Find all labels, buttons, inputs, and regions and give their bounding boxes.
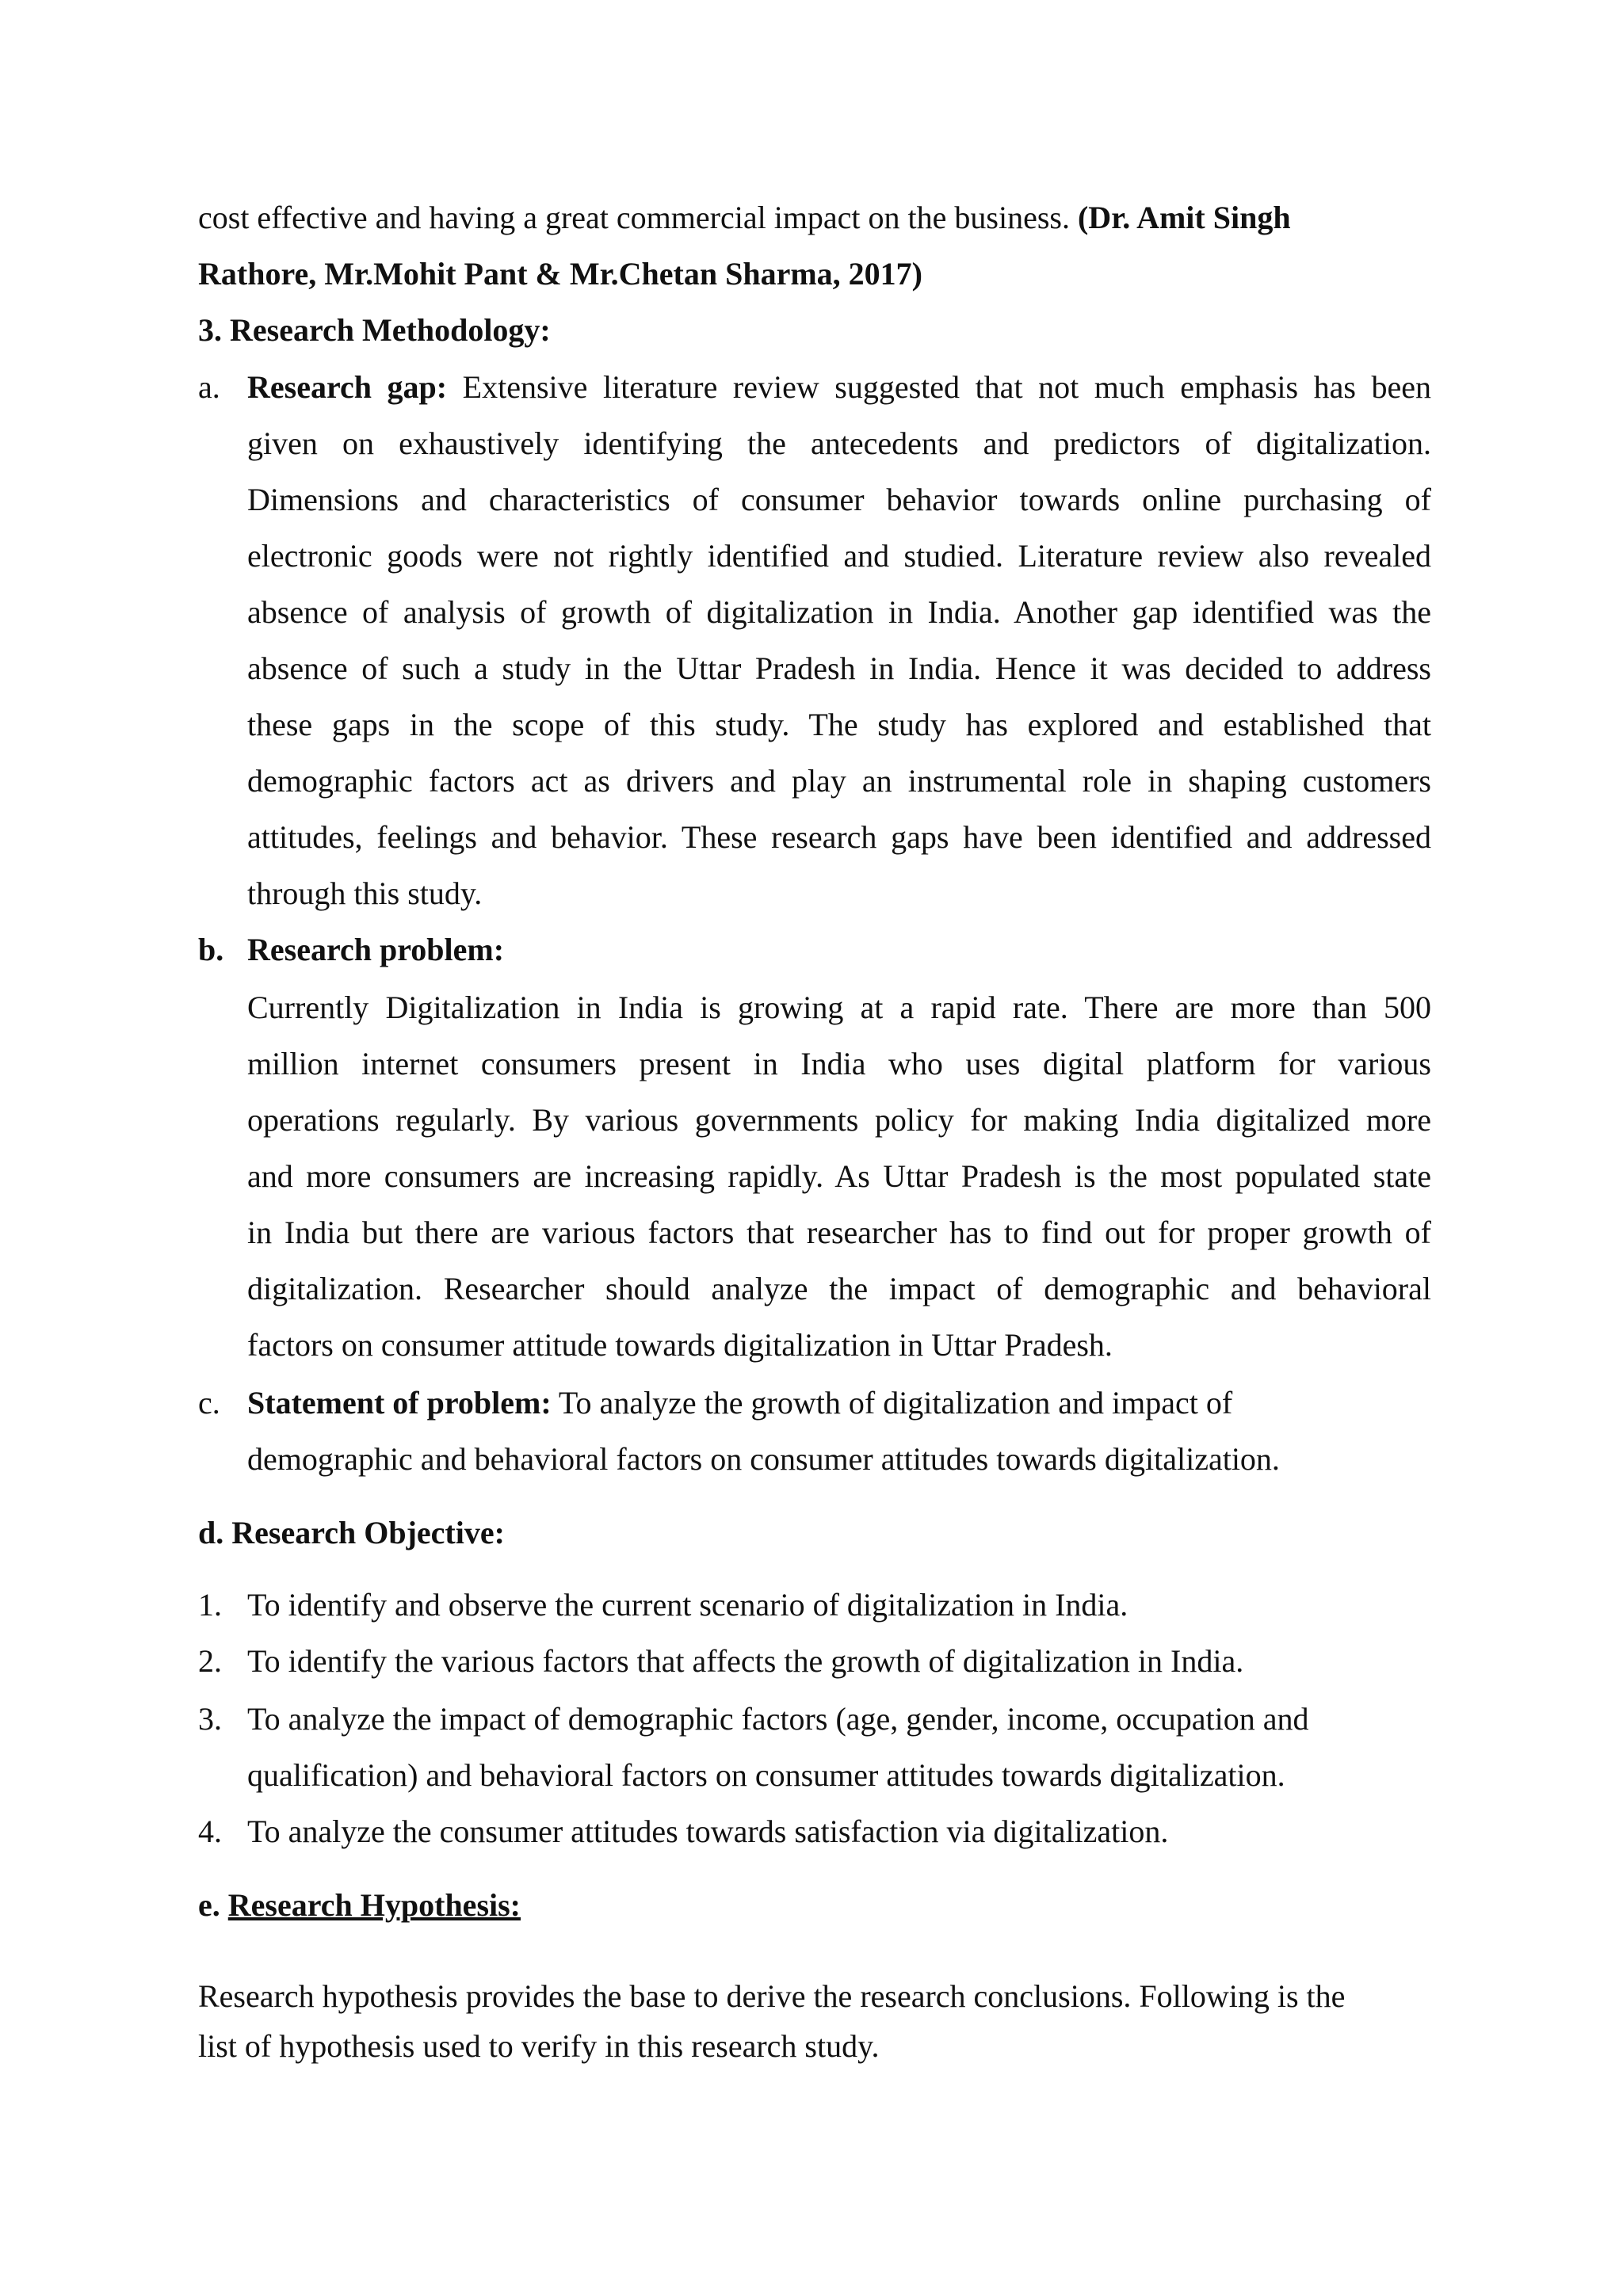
list-item: To analyze the impact of demographic factors (age, gender, income, occupation and [247, 1701, 1309, 1737]
paragraph-line: and more consumers are increasing rapidly. As Uttar Pradesh is the most populated state [247, 1158, 1431, 1194]
paragraph-line: Currently Digitalization in India is growing at a rapid rate. There are more than 500 [247, 990, 1431, 1025]
list-marker: 3. [198, 1701, 222, 1737]
list-marker: c. [198, 1385, 220, 1421]
list-item: To identify the various factors that affects the growth of digitalization in India. [247, 1643, 1244, 1679]
list-marker: 4. [198, 1814, 222, 1849]
paragraph-line: Dimensions and characteristics of consumer behavior towards online purchasing of [247, 482, 1431, 517]
paragraph-line: operations regularly. By various governments policy for making India digitalized more [247, 1102, 1431, 1138]
paragraph-line: electronic goods were not rightly identified and studied. Literature review also revealed [247, 538, 1431, 574]
paragraph-line: list of hypothesis used to verify in this research study. [198, 2028, 880, 2064]
paragraph-line: demographic and behavioral factors on consumer attitudes towards digitalization. [247, 1441, 1280, 1477]
paragraph-line: cost effective and having a great commercial impact on the business. (Dr. Amit Singh [198, 200, 1291, 235]
paragraph-line: these gaps in the scope of this study. The study has explored and established that [247, 707, 1431, 742]
paragraph-line: Research gap: Extensive literature review suggested that not much emphasis has been [247, 369, 1432, 405]
subheading: Statement of problem: [247, 1385, 552, 1421]
list-marker: b. [198, 932, 224, 967]
section-heading: d. Research Objective: [198, 1515, 505, 1550]
list-item: To analyze the consumer attitudes towards satisfaction via digitalization. [247, 1814, 1169, 1849]
paragraph-line: through this study. [247, 875, 483, 911]
paragraph-line: attitudes, feelings and behavior. These research gaps have been identified and addressed [247, 819, 1431, 855]
paragraph-line: factors on consumer attitude towards digitalization in Uttar Pradesh. [247, 1327, 1113, 1363]
section-heading: e. Research Hypothesis: [198, 1887, 521, 1923]
section-heading: 3. Research Methodology: [198, 312, 551, 348]
paragraph-line: million internet consumers present in India who uses digital platform for various [247, 1046, 1431, 1081]
list-marker: a. [198, 369, 220, 405]
paragraph-line: in India but there are various factors that researcher has to find out for proper growth of [247, 1215, 1431, 1250]
paragraph-line: absence of such a study in the Uttar Pradesh in India. Hence it was decided to address [247, 650, 1431, 686]
paragraph-line: demographic factors act as drivers and play an instrumental role in shaping customers [247, 763, 1431, 799]
paragraph-line: absence of analysis of growth of digitalization in India. Another gap identified was the [247, 594, 1431, 630]
citation: Rathore, Mr.Mohit Pant & Mr.Chetan Sharma, 2017) [198, 256, 923, 292]
subheading: Research problem: [247, 932, 505, 967]
list-item: qualification) and behavioral factors on consumer attitudes towards digitalization. [247, 1757, 1285, 1793]
paragraph-line: Research hypothesis provides the base to derive the research conclusions. Following is the [198, 1978, 1346, 2014]
citation: (Dr. Amit Singh [1077, 200, 1291, 235]
paragraph-line: given on exhaustively identifying the antecedents and predictors of digitalization. [247, 425, 1431, 461]
subheading: Research gap: [247, 369, 448, 405]
hypothesis-heading: Research Hypothesis: [227, 1887, 521, 1923]
list-item: To identify and observe the current scenario of digitalization in India. [247, 1587, 1128, 1623]
paragraph-line: digitalization. Researcher should analyze the impact of demographic and behavioral [247, 1271, 1431, 1306]
paragraph-line: Statement of problem: To analyze the growth of digitalization and impact of [247, 1385, 1233, 1421]
list-marker: 2. [198, 1643, 222, 1679]
list-marker: 1. [198, 1587, 222, 1623]
